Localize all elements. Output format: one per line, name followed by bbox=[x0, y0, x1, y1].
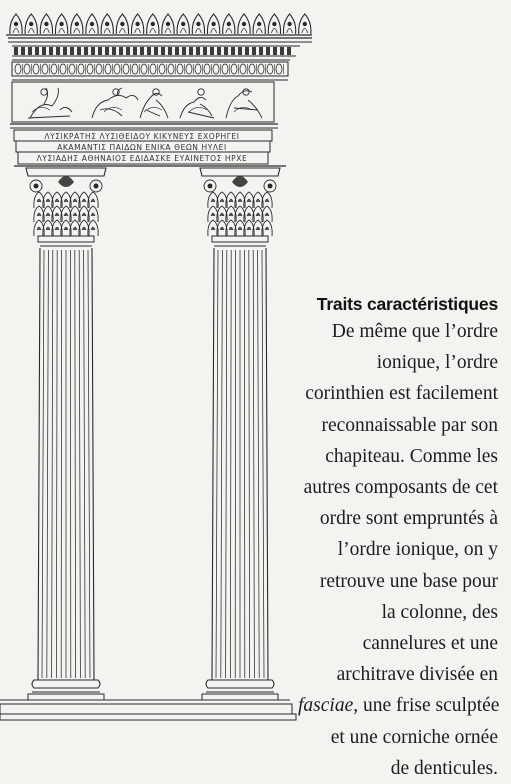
text-line: ordre sont empruntés à bbox=[298, 503, 498, 534]
text-line bbox=[298, 690, 498, 721]
anthemion-ornament bbox=[238, 14, 250, 34]
anthemion-ornament bbox=[162, 14, 174, 34]
text-line: et une corniche ornée bbox=[298, 722, 498, 753]
anthemion-ornament bbox=[299, 14, 311, 34]
anthemion-ornament bbox=[192, 14, 204, 34]
text-line: architrave divisée en bbox=[298, 659, 498, 690]
frieze-figure bbox=[28, 88, 72, 118]
text-line: de denticules. bbox=[298, 753, 498, 784]
section-heading: Traits caractéristiques bbox=[298, 292, 498, 316]
text-line: ionique, l’ordre bbox=[298, 347, 498, 378]
text-fragment: , une frise sculptée bbox=[353, 695, 499, 716]
italic-term: fasciae bbox=[298, 695, 353, 716]
anthemion-ornament bbox=[71, 14, 83, 34]
column bbox=[26, 168, 106, 700]
frieze-figure bbox=[226, 89, 262, 118]
frieze-figure bbox=[140, 89, 168, 118]
text-line: autres composants de cet bbox=[298, 472, 498, 503]
stylobate bbox=[0, 700, 296, 720]
anthemion-ornament bbox=[283, 14, 295, 34]
anthemion-ornament bbox=[55, 14, 67, 34]
anthemion-ornament bbox=[207, 14, 219, 34]
anthemion-ornament bbox=[177, 14, 189, 34]
frieze-figure bbox=[180, 89, 214, 118]
text-line: cannelures et une bbox=[298, 628, 498, 659]
anthemion-ornament bbox=[253, 14, 265, 34]
column bbox=[200, 168, 280, 700]
sidebar-text bbox=[298, 292, 498, 784]
anthemion-ornament bbox=[268, 14, 280, 34]
inscription-line-2: ΑΚΑΜΑΝΤΙΣ ΠΑΙΔΩΝ ΕΝΙΚΑ ΘΕΩΝ ΗΥΛΕΙ bbox=[57, 143, 227, 152]
inscription-line-1: ΛΥΣΙΚΡΑΤΗΣ ΛΥΣΙΘΕΙΔΟΥ ΚΙΚΥΝΕΥΣ ΕΧΟΡΗΓΕΙ bbox=[44, 132, 239, 141]
text-line: De même que l’ordre bbox=[298, 316, 498, 347]
text-line: retrouve une base pour bbox=[298, 566, 498, 597]
columns bbox=[26, 168, 280, 700]
sculpted-frieze bbox=[28, 88, 262, 118]
dentils bbox=[14, 47, 291, 55]
anthemion-ornament bbox=[101, 14, 113, 34]
text-line: la colonne, des bbox=[298, 597, 498, 628]
anthemion-ornament bbox=[116, 14, 128, 34]
text-line: chapiteau. Comme les bbox=[298, 441, 498, 472]
architrave-inscriptions bbox=[37, 132, 248, 163]
inscription-line-3: ΛΥΣΙΑΔΗΣ ΑΘΗΝΑΙΟΣ ΕΔΙΔΑΣΚΕ ΕΥΑΙΝΕΤΟΣ ΗΡΧΕ bbox=[37, 154, 248, 163]
text-line: reconnaissable par son bbox=[298, 410, 498, 441]
text-line: corinthien est facilement bbox=[298, 378, 498, 409]
anthemion-ornament bbox=[86, 14, 98, 34]
egg-and-dart bbox=[15, 64, 284, 74]
anthemion-ornament bbox=[25, 14, 37, 34]
anthemion-ornament bbox=[147, 14, 159, 34]
text-line: l’ordre ionique, on y bbox=[298, 534, 498, 565]
frieze-figure bbox=[92, 88, 138, 118]
anthemion-cresting bbox=[6, 14, 312, 35]
anthemion-ornament bbox=[10, 14, 22, 34]
anthemion-ornament bbox=[131, 14, 143, 34]
anthemion-ornament bbox=[223, 14, 235, 34]
description-paragraph bbox=[298, 316, 498, 784]
anthemion-ornament bbox=[40, 14, 52, 34]
